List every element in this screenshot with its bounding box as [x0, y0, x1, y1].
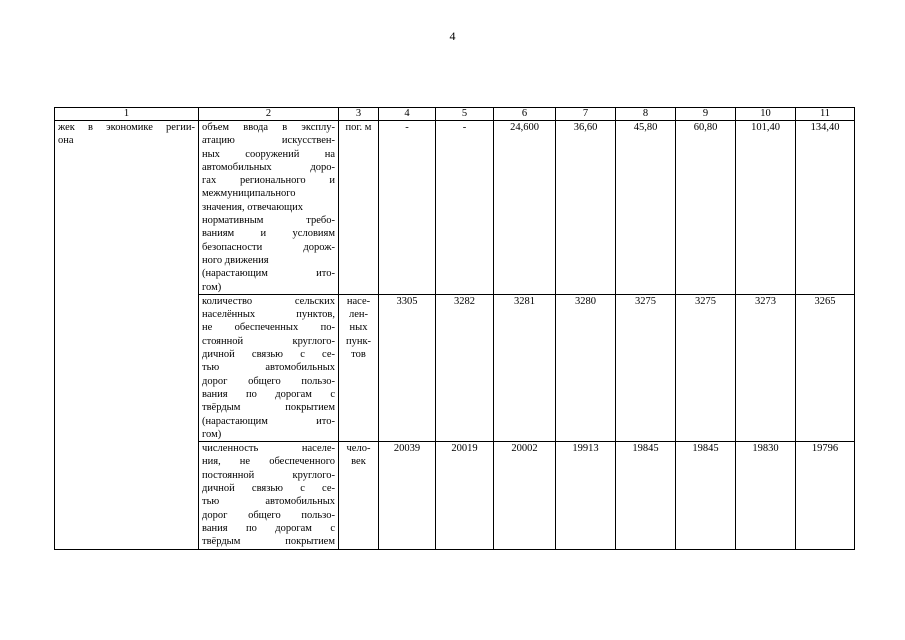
value-cell: 19830 [736, 442, 796, 549]
desc-line: количество сельских [202, 295, 335, 307]
desc-line: населённых пунктов, [202, 309, 335, 321]
column-number: 9 [676, 108, 736, 121]
column-number: 1 [55, 108, 199, 121]
column-number: 8 [616, 108, 676, 121]
unit-line: ных [349, 322, 368, 334]
desc-line: гом) [202, 428, 222, 440]
desc-line: дорог общего пользо- [202, 375, 335, 387]
desc-line: безопасности дорож- [202, 241, 335, 253]
desc-line: автомобильных доро- [202, 161, 335, 173]
desc-line: твёрдым покрытием [202, 402, 335, 414]
value-cell: 20019 [436, 442, 494, 549]
value-cell: - [379, 121, 436, 295]
desc-line: стоянной круглого- [202, 335, 335, 347]
goal-cell [55, 121, 199, 550]
desc-line: гах регионального и [202, 175, 335, 187]
desc-line: дичной связью с се- [202, 349, 335, 361]
value-cell: 36,60 [556, 121, 616, 295]
column-number-row [55, 108, 855, 121]
page-number: 4 [449, 29, 456, 43]
unit-cell [339, 294, 379, 441]
desc-line: тью автомобильных [202, 496, 335, 508]
unit-cell [339, 442, 379, 549]
indicator-table [54, 107, 855, 550]
value-cell: 19796 [796, 442, 855, 549]
value-cell: 24,600 [494, 121, 556, 295]
column-number: 11 [796, 108, 855, 121]
goal-line: жек в экономике регии- [58, 122, 195, 133]
unit-line: лен- [348, 309, 369, 321]
value-cell: 60,80 [676, 121, 736, 295]
value-cell: 3275 [616, 294, 676, 441]
value-cell: 3273 [736, 294, 796, 441]
indicator-description [199, 121, 339, 295]
column-number: 6 [494, 108, 556, 121]
desc-line: твёрдым покрытием [202, 536, 335, 548]
column-number: 4 [379, 108, 436, 121]
unit-cell [339, 121, 379, 295]
desc-line: не обеспеченных по- [202, 322, 335, 334]
desc-line: нормативным требо- [202, 215, 335, 227]
unit-line: пог. м [345, 122, 372, 133]
desc-line: ния, не обеспеченного [202, 456, 335, 468]
desc-line: значения, отвечающих [202, 201, 304, 213]
goal-line: она [58, 135, 74, 147]
indicator-description [199, 442, 339, 549]
desc-line: постоянной круглого- [202, 469, 335, 481]
unit-line: тов [351, 349, 366, 361]
desc-line: вания по дорогам с [202, 388, 335, 400]
desc-line: ваниям и условиям [202, 228, 335, 240]
desc-line: ного движения [202, 254, 269, 266]
value-cell: 19845 [676, 442, 736, 549]
indicator-description [199, 294, 339, 441]
value-cell: - [436, 121, 494, 295]
unit-line: чело- [346, 443, 371, 455]
value-cell: 101,40 [736, 121, 796, 295]
desc-line: дичной связью с се- [202, 483, 335, 495]
value-cell: 3265 [796, 294, 855, 441]
column-number: 3 [339, 108, 379, 121]
column-number: 2 [199, 108, 339, 121]
column-number: 5 [436, 108, 494, 121]
value-cell: 3280 [556, 294, 616, 441]
value-cell: 3282 [436, 294, 494, 441]
desc-line: тью автомобильных [202, 362, 335, 374]
unit-line: насе- [346, 295, 371, 307]
desc-line: объем ввода в эксплу- [202, 122, 335, 133]
column-number: 10 [736, 108, 796, 121]
value-cell: 19845 [616, 442, 676, 549]
unit-line: пунк- [345, 335, 372, 347]
desc-line: численность населе- [202, 443, 335, 455]
value-cell: 20002 [494, 442, 556, 549]
column-number: 7 [556, 108, 616, 121]
value-cell: 3281 [494, 294, 556, 441]
value-cell: 3305 [379, 294, 436, 441]
desc-line: дорог общего пользо- [202, 509, 335, 521]
desc-line: межмуниципального [202, 188, 296, 200]
desc-line: гом) [202, 281, 222, 293]
desc-line: вания по дорогам с [202, 522, 335, 534]
desc-line: ных сооружений на [202, 148, 335, 160]
value-cell: 45,80 [616, 121, 676, 295]
table-row [55, 121, 855, 295]
desc-line: атацию искусствен- [202, 135, 335, 147]
value-cell: 20039 [379, 442, 436, 549]
value-cell: 134,40 [796, 121, 855, 295]
value-cell: 19913 [556, 442, 616, 549]
value-cell: 3275 [676, 294, 736, 441]
desc-line: (нарастающим ито- [202, 268, 335, 280]
desc-line: (нарастающим ито- [202, 415, 335, 427]
unit-line: век [351, 456, 366, 468]
